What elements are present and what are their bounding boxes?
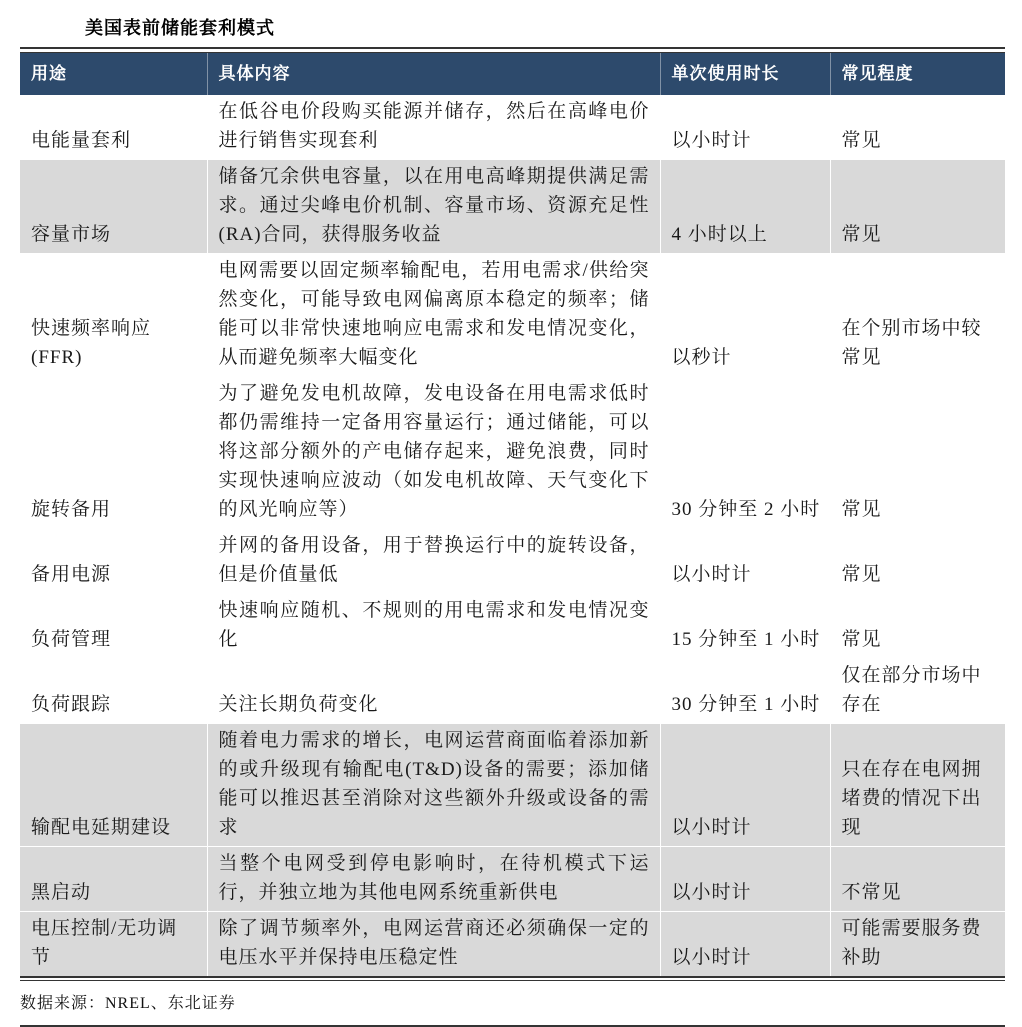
header-row <box>20 53 1005 95</box>
cell-use: 黑启动 <box>20 847 207 912</box>
table-header <box>20 53 1005 95</box>
table-row <box>20 912 1005 977</box>
cell-use: 容量市场 <box>20 160 207 254</box>
cell-prevalence: 仅在部分市场中存在 <box>830 659 1005 724</box>
table-row <box>20 659 1005 724</box>
cell-content: 并网的备用设备，用于替换运行中的旋转设备，但是价值量低 <box>207 529 660 594</box>
storage-arbitrage-table <box>20 53 1005 976</box>
cell-content: 在低谷电价段购买能源并储存，然后在高峰电价进行销售实现套利 <box>207 95 660 160</box>
cell-use: 负荷跟踪 <box>20 659 207 724</box>
cell-duration: 以小时计 <box>660 847 830 912</box>
cell-duration: 4 小时以上 <box>660 160 830 254</box>
cell-prevalence: 不常见 <box>830 847 1005 912</box>
cell-duration: 以小时计 <box>660 95 830 160</box>
cell-prevalence: 在个别市场中较常见 <box>830 254 1005 377</box>
cell-prevalence: 常见 <box>830 95 1005 160</box>
cell-content: 储备冗余供电容量，以在用电高峰期提供满足需求。通过尖峰电价机制、容量市场、资源充足性(RA)合同，获得服务收益 <box>207 160 660 254</box>
cell-use: 备用电源 <box>20 529 207 594</box>
cell-content: 关注长期负荷变化 <box>207 659 660 724</box>
table-row <box>20 529 1005 594</box>
table-row <box>20 377 1005 529</box>
cell-use: 旋转备用 <box>20 377 207 529</box>
table-row <box>20 724 1005 847</box>
cell-content: 电网需要以固定频率输配电，若用电需求/供给突然变化，可能导致电网偏离原本稳定的频率；储能可以非常快速地响应电需求和发电情况变化，从而避免频率大幅变化 <box>207 254 660 377</box>
cell-content: 快速响应随机、不规则的用电需求和发电情况变化 <box>207 594 660 659</box>
table-row <box>20 847 1005 912</box>
data-source: 数据来源：NREL、东北证券 <box>20 995 236 1012</box>
cell-use: 电压控制/无功调节 <box>20 912 207 977</box>
col-header-content: 具体内容 <box>207 53 660 95</box>
cell-prevalence: 常见 <box>830 594 1005 659</box>
cell-use: 快速频率响应(FFR) <box>20 254 207 377</box>
table-row <box>20 95 1005 160</box>
cell-prevalence: 可能需要服务费补助 <box>830 912 1005 977</box>
table-title: 美国表前储能套利模式 <box>85 18 275 38</box>
table-row <box>20 594 1005 659</box>
cell-prevalence: 常见 <box>830 529 1005 594</box>
cell-prevalence: 只在存在电网拥堵费的情况下出现 <box>830 724 1005 847</box>
cell-duration: 30 分钟至 2 小时 <box>660 377 830 529</box>
cell-prevalence: 常见 <box>830 377 1005 529</box>
cell-use: 输配电延期建设 <box>20 724 207 847</box>
cell-content: 为了避免发电机故障，发电设备在用电需求低时都仍需维持一定备用容量运行；通过储能，可以将这部分额外的产电储存起来，避免浪费，同时实现快速响应波动（如发电机故障、天气变化下的风光响应等） <box>207 377 660 529</box>
cell-content: 随着电力需求的增长，电网运营商面临着添加新的或升级现有输配电(T&D)设备的需要；添加储能可以推迟甚至消除对这些额外升级或设备的需求 <box>207 724 660 847</box>
cell-duration: 15 分钟至 1 小时 <box>660 594 830 659</box>
table-row <box>20 254 1005 377</box>
cell-content: 除了调节频率外，电网运营商还必须确保一定的电压水平并保持电压稳定性 <box>207 912 660 977</box>
table-body <box>20 95 1005 976</box>
cell-prevalence: 常见 <box>830 160 1005 254</box>
cell-duration: 30 分钟至 1 小时 <box>660 659 830 724</box>
col-header-prevalence: 常见程度 <box>830 53 1005 95</box>
table-row <box>20 160 1005 254</box>
cell-duration: 以小时计 <box>660 529 830 594</box>
cell-duration: 以秒计 <box>660 254 830 377</box>
cell-use: 电能量套利 <box>31 130 132 151</box>
cell-duration: 以小时计 <box>660 724 830 847</box>
cell-duration: 以小时计 <box>660 912 830 977</box>
cell-content: 当整个电网受到停电影响时，在待机模式下运行，并独立地为其他电网系统重新供电 <box>207 847 660 912</box>
col-header-use: 用途 <box>20 53 207 95</box>
col-header-duration: 单次使用时长 <box>660 53 830 95</box>
cell-use: 负荷管理 <box>20 594 207 659</box>
